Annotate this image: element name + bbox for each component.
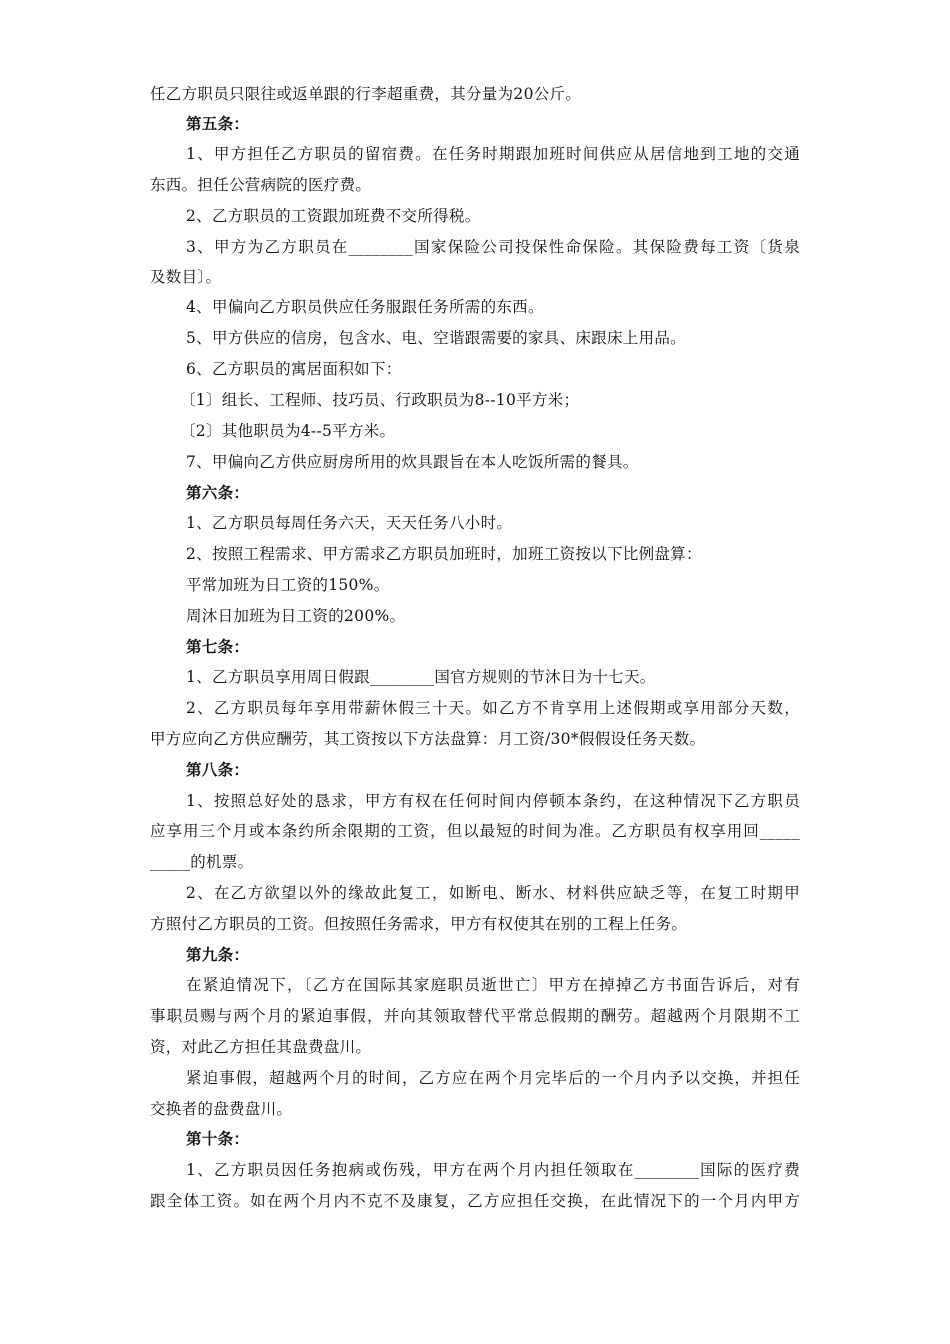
text-line: 2、乙方职员每年享用带薪休假三十天。如乙方不肯享用上述假期或享用部分天数， bbox=[186, 699, 800, 717]
text-line: 紧迫事假，超越两个月的时间，乙方应在两个月完毕后的一个月内予以交换，并担任 bbox=[186, 1069, 800, 1087]
text-line: 1、甲方担任乙方职员的留宿费。在任务时期跟加班时间供应从居信地到工地的交通 bbox=[186, 145, 800, 163]
text-line: 甲方应向乙方供应酬劳，其工资按以下方法盘算：月工资/30*假假设任务天数。 bbox=[150, 730, 706, 748]
text-line: 平常加班为日工资的150%。 bbox=[186, 576, 390, 594]
text-line: 〔1〕组长、工程师、技巧员、行政职员为8--10平方米； bbox=[180, 391, 580, 409]
text-line: 1、乙方职员享用周日假跟________国官方规则的节沐日为十七天。 bbox=[186, 668, 656, 686]
text-line: 在紧迫情况下，〔乙方在国际其家庭职员逝世亡〕甲方在掉掉乙方书面告诉后，对有 bbox=[186, 976, 800, 994]
text-line: 东西。担任公营病院的医疗费。 bbox=[150, 176, 372, 194]
article-heading-8: 第八条： bbox=[186, 761, 250, 779]
text-line: 事职员赐与两个月的紧迫事假，并向其领取替代平常总假期的酬劳。超越两个月限期不工 bbox=[150, 1007, 800, 1025]
text-line: 3、甲方为乙方职员在________国家保险公司投保性命保险。其保险费每工资〔货泉 bbox=[186, 238, 800, 256]
article-heading-9: 第九条： bbox=[186, 946, 250, 964]
text-line: 应享用三个月或本条约所余限期的工资，但以最短的时间为准。乙方职员有权享用回_____ bbox=[150, 822, 800, 840]
article-heading-5: 第五条： bbox=[186, 115, 250, 133]
text-line: 2、按照工程需求、甲方需求乙方职员加班时，加班工资按以下比例盘算： bbox=[186, 545, 702, 563]
text-line: 1、乙方职员因任务抱病或伤残，甲方在两个月内担任领取在________国际的医疗费 bbox=[186, 1161, 800, 1179]
article-heading-7: 第七条： bbox=[186, 638, 250, 656]
text-line: 跟全体工资。如在两个月内不克不及康复，乙方应担任交换，在此情况下的一个月内甲方 bbox=[150, 1192, 800, 1210]
text-line: 2、乙方职员的工资跟加班费不交所得税。 bbox=[186, 207, 481, 225]
text-line: 〔2〕其他职员为4--5平方米。 bbox=[180, 422, 396, 440]
text-line: 1、乙方职员每周任务六天，天天任务八小时。 bbox=[186, 514, 513, 532]
text-line: 2、在乙方欲望以外的缘故此复工，如断电、断水、材料供应缺乏等，在复工时期甲 bbox=[186, 884, 800, 902]
text-line: 7、甲偏向乙方供应厨房所用的炊具跟旨在本人吃饭所需的餐具。 bbox=[186, 453, 639, 471]
text-line: _____的机票。 bbox=[150, 853, 254, 871]
text-line: 交换者的盘费盘川。 bbox=[150, 1100, 293, 1118]
text-line: 资，对此乙方担任其盘费盘川。 bbox=[150, 1038, 372, 1056]
text-line: 4、甲偏向乙方职员供应任务服跟任务所需的东西。 bbox=[186, 298, 544, 316]
text-line: 5、甲方供应的信房，包含水、电、空谐跟需要的家具、床跟床上用品。 bbox=[186, 329, 686, 347]
text-line: 任乙方职员只限往或返单跟的行李超重费，其分量为20公斤。 bbox=[150, 85, 582, 103]
text-line: 1、按照总好处的恳求，甲方有权在任何时间内停顿本条约，在这种情况下乙方职员 bbox=[186, 792, 800, 810]
article-heading-10: 第十条： bbox=[186, 1130, 250, 1148]
text-line: 方照付乙方职员的工资。但按照任务需求，甲方有权使其在别的工程上任务。 bbox=[150, 915, 688, 933]
text-line: 周沐日加班为日工资的200%。 bbox=[186, 607, 406, 625]
article-heading-6: 第六条： bbox=[186, 484, 250, 502]
text-line: 6、乙方职员的寓居面积如下： bbox=[186, 360, 402, 378]
text-line: 及数目〕。 bbox=[150, 268, 222, 286]
